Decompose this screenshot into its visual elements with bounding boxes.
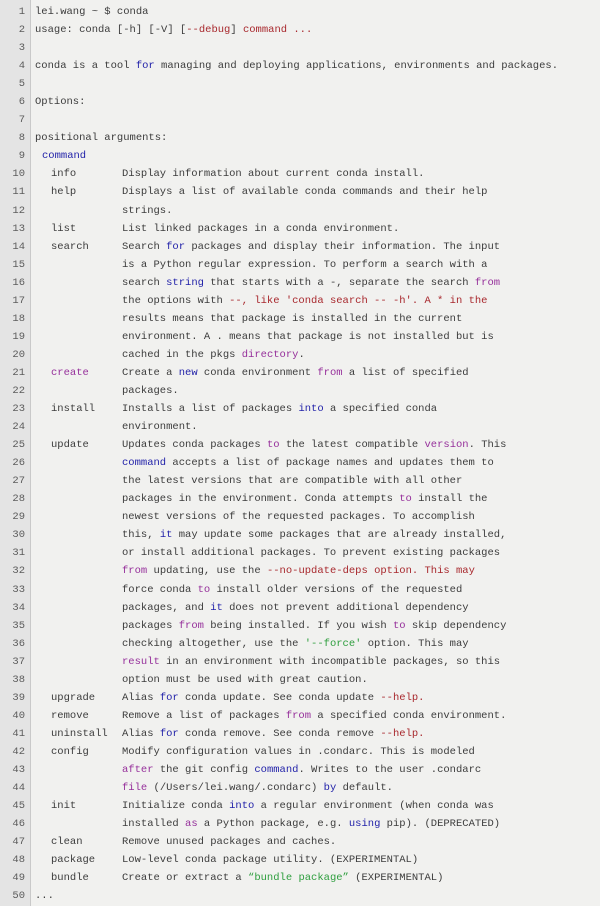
line-number: 19 (12, 330, 25, 343)
line-number: 3 (18, 42, 25, 55)
line-number: 27 (12, 475, 25, 488)
line-content (35, 129, 167, 147)
line-number: 35 (12, 619, 25, 632)
line-content (122, 635, 469, 653)
text-segment: Remove a list of packages (122, 709, 286, 722)
text-segment: version (424, 439, 469, 452)
code-line (0, 3, 600, 21)
line-number: 10 (12, 168, 25, 181)
text-segment: ] (230, 24, 243, 37)
line-content (122, 671, 368, 689)
command-name: package (51, 854, 96, 867)
text-segment: Display information about current conda install. (122, 168, 425, 181)
text-segment: usage: conda [-h] [-V] [ (35, 24, 187, 37)
text-segment: to (399, 493, 412, 506)
line-content (35, 887, 54, 905)
text-segment: . (298, 348, 305, 361)
code-line (0, 238, 600, 256)
text-segment: command (122, 457, 167, 470)
command-name: help (51, 186, 77, 199)
line-number: 25 (12, 439, 25, 452)
line-number: 38 (12, 673, 25, 686)
command-name: create (51, 366, 89, 379)
code-line (0, 346, 600, 364)
text-segment: for (166, 240, 186, 253)
text-segment: the options with (122, 294, 230, 307)
line-number: 33 (12, 583, 25, 596)
text-segment: using (348, 818, 381, 831)
code-line (0, 454, 600, 472)
line-number: 37 (12, 655, 25, 668)
text-segment: is a Python regular expression. To perform a search with a (122, 258, 488, 271)
text-segment: environment. (122, 421, 198, 434)
line-number: 5 (18, 78, 25, 91)
text-segment: packages in the environment. Conda attempts (122, 493, 400, 506)
text-segment: environment. A . means that package is not installed but is (122, 330, 494, 343)
command-name: config (51, 745, 89, 758)
text-segment: file (122, 782, 148, 795)
command-name: bundle (51, 872, 89, 885)
line-number: 13 (12, 222, 25, 235)
line-number: 45 (12, 800, 25, 813)
line-number: 43 (12, 763, 25, 776)
text-segment: --debug (186, 24, 231, 37)
code-line (0, 364, 600, 382)
code-line (0, 617, 600, 635)
text-segment: a list of specified (342, 366, 469, 379)
line-number: 18 (12, 312, 25, 325)
line-number: 11 (12, 186, 25, 199)
line-number: 7 (18, 114, 25, 127)
code-line (0, 202, 600, 220)
line-number: 24 (12, 421, 25, 434)
line-number: 39 (12, 691, 25, 704)
text-segment: packages, and (122, 601, 211, 614)
text-segment: (/Users/lei.wang/.condarc) (147, 782, 324, 795)
text-segment: force conda (122, 583, 198, 596)
line-number: 49 (12, 872, 25, 885)
text-segment: skip dependency (405, 619, 507, 632)
text-segment: after (122, 763, 154, 776)
text-segment: the latest versions that are compatible with all other (122, 475, 463, 488)
code-line (0, 436, 600, 454)
text-segment: managing and deploying applications, environments and packages. (154, 60, 558, 73)
line-number: 4 (18, 60, 25, 73)
text-segment: option must be used with great caution. (122, 673, 368, 686)
text-segment: new (178, 366, 198, 379)
text-segment: pip). (DEPRECATED) (380, 818, 501, 831)
text-segment: for (135, 60, 155, 73)
code-line (0, 544, 600, 562)
line-content (51, 869, 443, 887)
text-segment: default. (336, 782, 393, 795)
code-line (0, 707, 600, 725)
text-segment: packages (122, 619, 179, 632)
text-segment: Search (122, 240, 167, 253)
text-segment: conda is a tool (35, 60, 136, 73)
text-segment: it (159, 529, 173, 542)
text-segment: Installs a list of packages (122, 403, 299, 416)
code-line (0, 779, 600, 797)
line-content (51, 797, 494, 815)
code-line (0, 869, 600, 887)
line-content (51, 725, 424, 743)
text-segment: it (210, 601, 223, 614)
code-line (0, 725, 600, 743)
line-content (51, 400, 437, 418)
text-segment: Create or extract a (122, 872, 249, 885)
text-segment: (EXPERIMENTAL) (348, 872, 444, 885)
text-segment: Alias (122, 727, 160, 740)
text-segment: a regular environment (when conda was (254, 800, 494, 813)
text-segment: “bundle package” (248, 872, 349, 885)
text-segment: checking altogether, use the (122, 637, 305, 650)
line-content (122, 761, 481, 779)
text-segment: . This (468, 439, 507, 452)
line-content (122, 653, 500, 671)
command-name: update (51, 439, 89, 452)
code-line (0, 183, 600, 201)
line-number: 17 (12, 294, 25, 307)
text-segment: into (229, 800, 255, 813)
code-line (0, 797, 600, 815)
code-line (0, 328, 600, 346)
line-content (122, 815, 500, 833)
line-content (35, 3, 148, 21)
code-line (0, 165, 600, 183)
command-name: clean (51, 836, 83, 849)
command-name: list (51, 222, 77, 235)
line-number: 8 (18, 132, 25, 145)
text-segment: conda remove. See conda remove (178, 727, 381, 740)
line-number: 20 (12, 348, 25, 361)
text-segment: cached in the pkgs (122, 348, 242, 361)
line-number: 15 (12, 258, 25, 271)
command-name: init (51, 800, 77, 813)
text-segment: the git config (153, 763, 255, 776)
line-content (122, 581, 462, 599)
text-segment: Updates conda packages (122, 439, 267, 452)
text-segment: from (317, 366, 343, 379)
text-segment: accepts a list of package names and updates them to (166, 457, 494, 470)
code-line (0, 93, 600, 111)
code-line (0, 761, 600, 779)
code-line (0, 274, 600, 292)
text-segment: lei.wang ~ $ conda (35, 6, 149, 18)
code-line (0, 887, 600, 905)
line-content (122, 418, 198, 436)
text-segment: List linked packages in a conda environment. (122, 222, 400, 235)
text-segment: --, like 'conda search -- -h'. A * in the (229, 294, 488, 307)
text-segment: --help. (380, 691, 425, 704)
text-segment: Modify configuration values in .condarc. This is modeled (122, 745, 475, 758)
line-content (122, 562, 475, 580)
text-segment: from (178, 619, 204, 632)
code-line (0, 671, 600, 689)
code-line (0, 310, 600, 328)
text-segment: or install additional packages. To prevent existing packages (122, 547, 501, 560)
code-line (0, 689, 600, 707)
line-content (122, 617, 506, 635)
line-number: 1 (18, 6, 25, 18)
code-line (0, 111, 600, 129)
line-content (51, 238, 500, 256)
text-segment: positional arguments: (35, 132, 168, 145)
text-segment: from (474, 276, 501, 289)
code-line (0, 526, 600, 544)
text-segment: into (298, 403, 324, 416)
line-number: 34 (12, 601, 25, 614)
text-segment: strings. (122, 204, 173, 217)
command-name: upgrade (51, 691, 96, 704)
line-number: 16 (12, 276, 25, 289)
code-line (0, 851, 600, 869)
line-number: 21 (12, 366, 25, 379)
text-segment: packages. (122, 384, 179, 397)
code-line (0, 21, 600, 39)
code-line (0, 39, 600, 57)
text-segment: install the (411, 493, 488, 506)
text-segment: a Python package, e.g. (197, 818, 349, 831)
text-segment: to (392, 619, 406, 632)
text-segment: installed (122, 818, 186, 831)
line-number: 40 (12, 709, 25, 722)
line-content (51, 707, 506, 725)
line-content (122, 779, 393, 797)
code-line (0, 472, 600, 490)
code-line (0, 256, 600, 274)
line-number: 48 (12, 854, 25, 867)
line-content (51, 436, 506, 454)
line-content (51, 183, 487, 201)
code-line (0, 599, 600, 617)
line-number: 42 (12, 745, 25, 758)
text-segment: from (122, 565, 148, 578)
text-segment: command (254, 763, 299, 776)
line-number: 46 (12, 818, 25, 831)
text-segment: ... (35, 890, 54, 903)
text-segment: as (185, 818, 198, 831)
line-content (122, 508, 475, 526)
text-segment: string (166, 276, 204, 289)
text-segment: in an environment with incompatible packages, so this (159, 655, 501, 668)
command-name: info (51, 168, 77, 181)
code-line (0, 815, 600, 833)
text-segment: Alias (122, 691, 160, 704)
line-content (122, 256, 487, 274)
code-line (0, 743, 600, 761)
line-number: 44 (12, 782, 25, 795)
command-name: uninstall (51, 727, 108, 740)
text-segment: that starts with a -, separate the search (203, 276, 475, 289)
code-line (0, 75, 600, 93)
line-content (42, 147, 86, 165)
text-segment: search (122, 276, 167, 289)
line-content (122, 274, 500, 292)
line-number: 47 (12, 836, 25, 849)
text-segment: to (197, 583, 211, 596)
line-content (122, 328, 494, 346)
text-segment: command ... (242, 24, 313, 37)
line-content (35, 93, 85, 111)
text-segment: Displays a list of available conda commands and their help (122, 186, 488, 199)
line-content (51, 851, 418, 869)
code-line (0, 382, 600, 400)
line-content (122, 490, 487, 508)
command-name: search (51, 240, 89, 253)
text-segment: Create a (122, 366, 179, 379)
line-number: 14 (12, 240, 25, 253)
command-name: install (51, 403, 96, 416)
line-content (51, 743, 475, 761)
text-segment: may update some packages that are already installed, (172, 529, 507, 542)
line-content (122, 310, 462, 328)
text-segment: --no-update-deps option. This may (266, 565, 475, 578)
text-segment: from (285, 709, 312, 722)
line-content (51, 165, 424, 183)
line-number: 28 (12, 493, 25, 506)
line-number: 9 (18, 150, 25, 163)
code-line (0, 581, 600, 599)
line-content (35, 57, 558, 75)
text-segment: for (159, 727, 179, 740)
code-line (0, 490, 600, 508)
text-segment: for (159, 691, 179, 704)
code-line (0, 400, 600, 418)
text-segment: updating, use the (147, 565, 267, 578)
line-content (122, 202, 172, 220)
text-segment: a specified conda environment. (311, 709, 507, 722)
line-content (122, 454, 494, 472)
text-segment: Remove unused packages and caches. (122, 836, 337, 849)
line-content (51, 364, 469, 382)
line-number: 30 (12, 529, 25, 542)
text-segment: by (323, 782, 337, 795)
text-segment: --help. (380, 727, 425, 740)
text-segment: this, (122, 529, 160, 542)
text-segment: being installed. If you wish (203, 619, 393, 632)
text-segment: conda environment (197, 366, 318, 379)
line-number: 36 (12, 637, 25, 650)
text-segment: to (266, 439, 280, 452)
text-segment: result (122, 655, 160, 668)
line-number: 2 (18, 24, 25, 37)
line-content (51, 833, 336, 851)
text-segment: results means that package is installed in the current (122, 312, 463, 325)
code-line (0, 418, 600, 436)
text-segment: Initialize conda (122, 800, 230, 813)
line-content (122, 382, 179, 400)
text-segment: conda update. See conda update (178, 691, 381, 704)
text-segment: option. This may (361, 637, 469, 650)
line-content (51, 689, 424, 707)
line-number: 31 (12, 547, 25, 560)
text-segment: Options: (35, 96, 86, 109)
command-name: remove (51, 709, 89, 722)
code-line (0, 508, 600, 526)
code-line (0, 129, 600, 147)
code-line (0, 833, 600, 851)
text-segment: directory (241, 348, 299, 361)
line-number: 41 (12, 727, 25, 740)
line-number: 12 (12, 204, 25, 217)
text-segment: command (42, 150, 87, 163)
text-segment: packages and display their information. The input (185, 240, 501, 253)
text-segment: the latest compatible (279, 439, 425, 452)
line-number: 23 (12, 403, 25, 416)
text-segment: . Writes to the user .condarc (298, 763, 482, 776)
code-line (0, 57, 600, 75)
text-segment: a specified conda (323, 403, 438, 416)
line-number: 6 (18, 96, 25, 109)
text-segment: does not prevent additional dependency (222, 601, 469, 614)
line-number: 32 (12, 565, 25, 578)
text-segment: Low-level conda package utility. (EXPERIMENTAL) (122, 854, 419, 867)
line-content (35, 21, 312, 39)
text-segment: install older versions of the requested (210, 583, 463, 596)
line-content (122, 346, 305, 364)
text-segment: '--force' (304, 637, 362, 650)
code-line (0, 220, 600, 238)
code-line (0, 562, 600, 580)
line-content (122, 544, 500, 562)
line-number: 26 (12, 457, 25, 470)
line-content (51, 220, 399, 238)
line-number: 22 (12, 384, 25, 397)
code-line (0, 292, 600, 310)
line-content (122, 292, 487, 310)
line-number: 50 (12, 890, 25, 903)
line-content (122, 599, 469, 617)
code-line (0, 653, 600, 671)
line-content (122, 472, 462, 490)
code-line (0, 635, 600, 653)
line-number: 29 (12, 511, 25, 524)
text-segment: newest versions of the requested packages. To accomplish (122, 511, 475, 524)
line-content (122, 526, 506, 544)
code-line (0, 147, 600, 165)
